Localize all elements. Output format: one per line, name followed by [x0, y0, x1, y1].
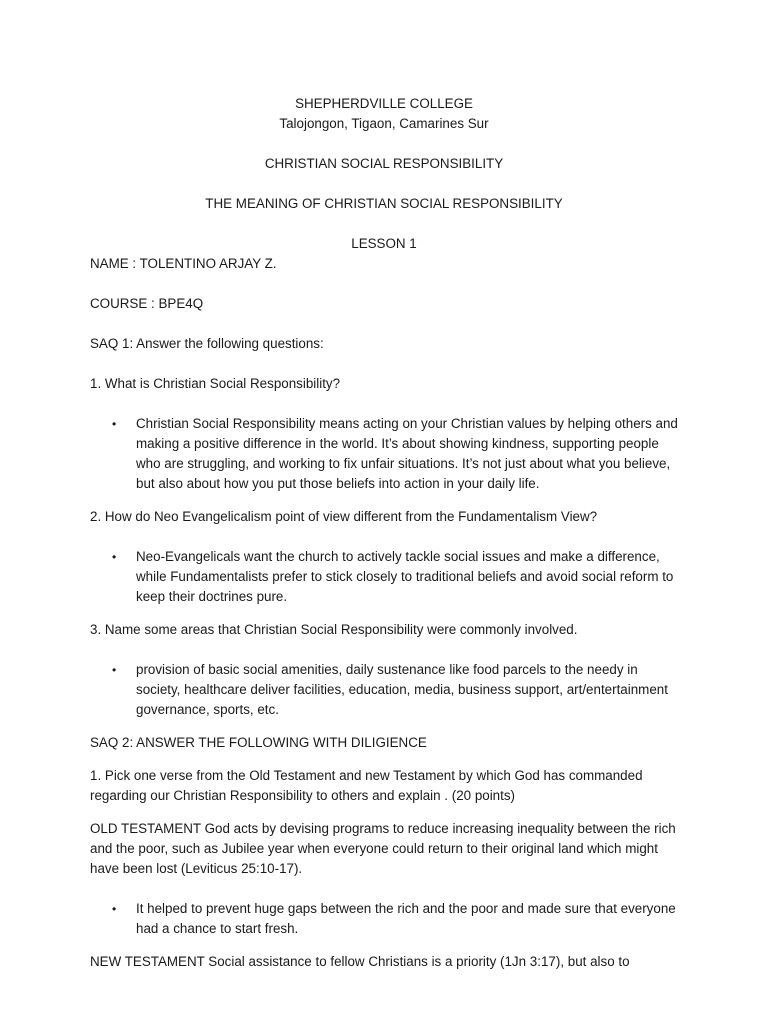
subject-title: CHRISTIAN SOCIAL RESPONSIBILITY	[264, 156, 504, 171]
saq2-question: 1. Pick one verse from the Old Testament and new Testament by which God has commanded regarding our Christian Responsibility to others and explain . (20 points)	[90, 768, 643, 803]
old-testament-text: God acts by devising programs to reduce increasing inequality between the rich and the poor, such as Jubilee year when everyone could return to their original land which might have been lost (Leviticus 25:10-17).	[90, 821, 676, 876]
school-address: Talojongon, Tigaon, Camarines Sur	[279, 116, 489, 131]
new-testament-paragraph	[90, 952, 690, 972]
saq1-question-2: 2. How do Neo Evangelicalism point of view different from the Fundamentalism View?	[90, 509, 598, 524]
new-testament-label: NEW TESTAMENT	[90, 954, 205, 969]
saq1-answer-3-list	[90, 660, 690, 720]
student-course: COURSE : BPE4Q	[90, 296, 204, 311]
school-name: SHEPHERDVILLE COLLEGE	[295, 96, 473, 111]
saq1-question-1: 1. What is Christian Social Responsibility?	[90, 376, 341, 391]
saq1-answer-2-list	[90, 547, 690, 607]
saq1-heading: SAQ 1: Answer the following questions:	[90, 336, 324, 351]
document-page	[90, 94, 690, 972]
student-name: NAME : TOLENTINO ARJAY Z.	[90, 256, 277, 271]
lesson-label: LESSON 1	[351, 236, 417, 251]
saq1-answer-3: • provision of basic social amenities, daily sustenance like food parcels to the needy in society, healthcare deliver facilities, education, media, business support, art/entertainment governance, sports, etc.	[90, 660, 681, 720]
saq1-answer-1-list	[90, 414, 690, 494]
new-testament-text: Social assistance to fellow Christians is a priority (1Jn 3:17), but also to	[204, 954, 630, 969]
saq1-answer-1: • Christian Social Responsibility means acting on your Christian values by helping others and making a positive difference in the world. It’s about showing kindness, supporting people who are struggling, and working to fix unfair situations. It’s not just about what you believe, but also about how you put those beliefs into action in your daily life.	[90, 414, 681, 494]
old-testament-bullet: • It helped to prevent huge gaps between the rich and the poor and made sure that everyone had a chance to start fresh.	[90, 899, 681, 939]
topic-title: THE MEANING OF CHRISTIAN SOCIAL RESPONSIBILITY	[205, 196, 563, 211]
old-testament-label: OLD TESTAMENT	[90, 821, 201, 836]
old-testament-paragraph	[90, 819, 690, 879]
old-testament-list	[90, 899, 690, 939]
document-header	[90, 94, 678, 254]
saq2-heading: SAQ 2: ANSWER THE FOLLOWING WITH DILIGIENCE	[90, 735, 427, 750]
saq1-question-3: 3. Name some areas that Christian Social Responsibility were commonly involved.	[90, 622, 578, 637]
saq1-answer-2: • Neo-Evangelicals want the church to actively tackle social issues and make a difference, while Fundamentalists prefer to stick closely to traditional beliefs and avoid social reform to keep their doctrines pure.	[90, 547, 681, 607]
